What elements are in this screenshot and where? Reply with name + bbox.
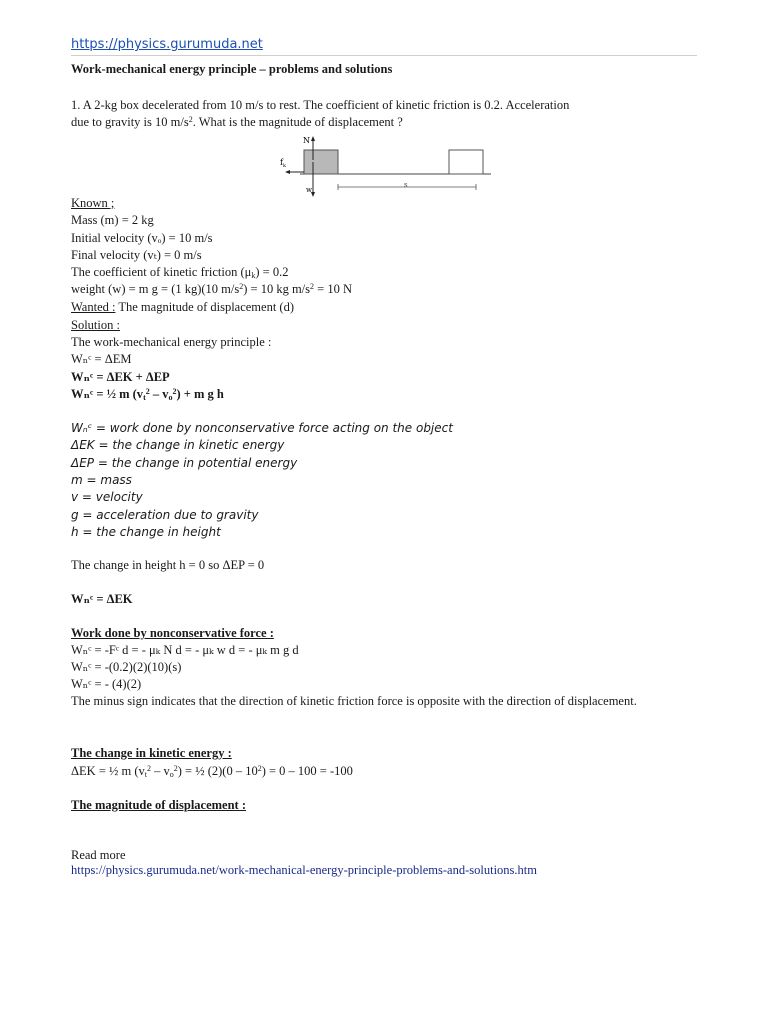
box-end — [449, 150, 483, 174]
definition-mass: m = mass — [71, 473, 132, 487]
known-initial-velocity: Initial velocity (vₒ) = 10 m/s — [71, 231, 213, 245]
work-line-1: Wₙᶜ = -Fᶜ d = - μₖ N d = - μₖ w d = - μₖ m g d — [71, 643, 299, 657]
weight-label: w — [306, 186, 312, 194]
mu-text-b: ) = 0.2 — [255, 265, 289, 279]
solution-label: Solution : — [71, 318, 120, 332]
equation-3: Wₙᶜ = ½ m $(v_t^2 - v_o^2) + m$ g h — [71, 387, 224, 402]
problem-line-2-c: . What is the magnitude of displacement ? — [192, 115, 403, 129]
kinetic-a: ΔEK = ½ m (v — [71, 764, 145, 778]
eq3-a: Wₙᶜ = ½ m (v — [71, 387, 144, 401]
height-note: The change in height h = 0 so ΔEP = 0 — [71, 558, 265, 572]
principle-text: The work-mechanical energy principle : — [71, 335, 272, 349]
wanted-line — [71, 299, 294, 315]
kinetic-sup-3: 2 — [257, 764, 262, 773]
kinetic-b: – v — [151, 764, 170, 778]
weight-text-c: = 10 N — [314, 282, 352, 296]
header-url-link[interactable]: https://physics.gurumuda.net — [71, 37, 263, 52]
equation-1: Wₙᶜ = ΔEM — [71, 352, 132, 366]
wanted-text: The magnitude of displacement (d) — [115, 300, 295, 314]
kinetic-sup-1: 2 — [147, 764, 151, 773]
weight-text-b: ) = 10 kg m/s — [243, 282, 311, 296]
friction-diagram — [276, 132, 496, 202]
kinetic-sup-2: 2 — [173, 764, 178, 773]
displacement-label: s — [404, 181, 408, 189]
eq3-b: – v — [149, 387, 169, 401]
problem-line-2 — [71, 114, 403, 130]
weight-sup-1: 2 — [239, 282, 244, 291]
document-title: Work-mechanical energy principle – problems and solutions — [71, 62, 393, 76]
definition-dep: ΔEP = the change in potential energy — [71, 456, 298, 470]
work-heading: Work done by nonconservative force : — [71, 626, 274, 640]
mu-sub: k — [251, 271, 256, 280]
wanted-label: Wanted : — [71, 300, 116, 314]
displacement-heading: The magnitude of displacement : — [71, 798, 246, 812]
article-link[interactable]: https://physics.gurumuda.net/work-mechanical-energy-principle-problems-and-solutions.htm — [71, 863, 537, 877]
known-friction-coefficient — [71, 264, 288, 280]
problem-line-2-sup: 2 — [188, 115, 193, 124]
header-divider — [71, 55, 697, 56]
problem-line-1: 1. A 2-kg box decelerated from 10 m/s to rest. The coefficient of kinetic friction is 0.2. Acceleration — [71, 98, 570, 112]
eq3-sup-1: 2 — [145, 387, 150, 396]
kinetic-d: ) = 0 – 100 = -100 — [261, 764, 353, 778]
problem-line-2-a: due to gravity is 10 m/s — [71, 115, 189, 129]
weight-text-a: weight (w) = m g = (1 kg)(10 m/s — [71, 282, 240, 296]
work-line-3: Wₙᶜ = - (4)(2) — [71, 677, 142, 691]
known-heading: Known ; — [71, 196, 115, 210]
definition-dek: ΔEK = the change in kinetic energy — [71, 438, 285, 452]
kinetic-heading: The change in kinetic energy : — [71, 746, 232, 760]
definition-height: h = the change in height — [71, 525, 221, 539]
definition-velocity: v = velocity — [71, 490, 143, 504]
known-weight — [71, 281, 352, 297]
known-mass: Mass (m) = 2 kg — [71, 213, 154, 227]
kinetic-equation: ΔEK = ½ m $(v_t^2 - v_o^2)$ = ½ $(2)(0 - 10^2) = 0 - 100 = -100$ — [71, 764, 353, 779]
work-line-2: Wₙᶜ = -(0.2)(2)(10)(s) — [71, 660, 182, 674]
kinetic-c: ) = ½ (2)(0 – 10 — [177, 764, 258, 778]
normal-force-label: N — [303, 136, 310, 145]
wnc-equals-dek: Wₙᶜ = ΔEK — [71, 592, 133, 606]
friction-label: $f_k$ — [280, 158, 286, 169]
eq3-sup-2: 2 — [172, 387, 177, 396]
minus-sign-note: The minus sign indicates that the direction of kinetic friction force is opposite with the direction of displacement. — [71, 694, 637, 708]
eq3-c: ) + m g h — [176, 387, 224, 401]
mu-text-a: The coefficient of kinetic friction (μ — [71, 265, 252, 279]
box-start — [304, 150, 338, 174]
weight-sup-2: 2 — [310, 282, 315, 291]
known-final-velocity: Final velocity (vₜ) = 0 m/s — [71, 248, 202, 262]
friction-arrowhead — [285, 170, 290, 174]
read-more-label: Read more — [71, 848, 126, 862]
equation-2: Wₙᶜ = ΔEK + ΔEP — [71, 370, 170, 384]
definition-gravity: g = acceleration due to gravity — [71, 508, 259, 522]
normal-force-arrowhead — [311, 136, 315, 141]
definition-wnc: Wₙᶜ = work done by nonconservative force acting on the object — [71, 421, 453, 435]
